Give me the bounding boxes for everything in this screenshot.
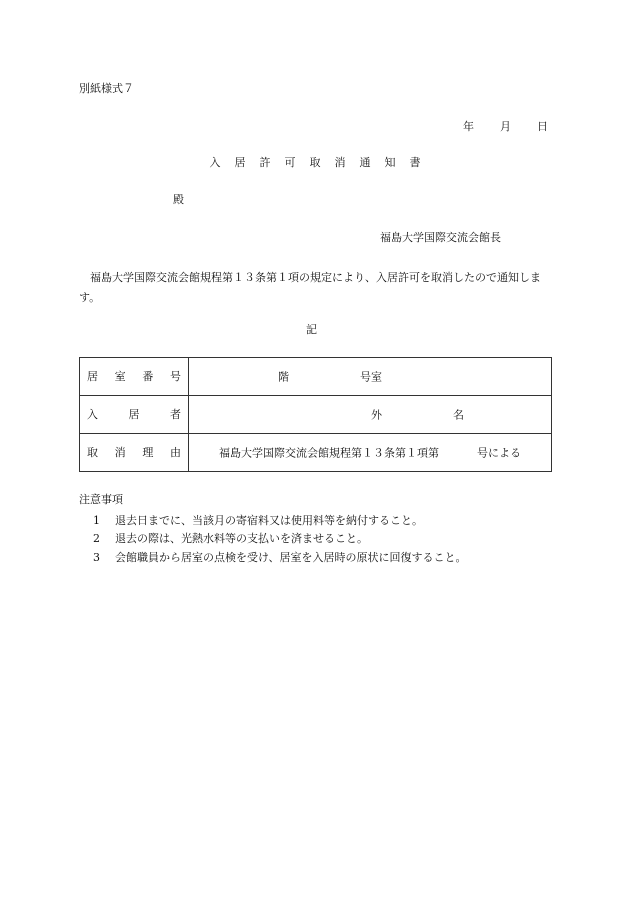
- label-char: 居: [87, 370, 98, 383]
- room-value: [189, 358, 552, 396]
- table-row-room: [80, 358, 552, 396]
- label-char: 入: [87, 408, 98, 421]
- table-row-reason: [80, 434, 552, 472]
- title-char: 通: [359, 156, 371, 169]
- note-item: [93, 533, 368, 544]
- label-char: 理: [142, 446, 154, 459]
- note-number: 1: [93, 514, 100, 527]
- others-label: 外: [371, 408, 382, 421]
- ki-mark: 記: [306, 323, 317, 336]
- form-number: 別紙様式７: [79, 82, 134, 95]
- date-month: 月: [500, 120, 511, 133]
- note-text: 退去日までに、当該月の寄宿料又は使用料等を納付すること。: [115, 514, 423, 527]
- title-char: 許: [259, 156, 271, 169]
- reason-value: [189, 434, 552, 472]
- label-char: 号: [169, 370, 181, 383]
- table-row-resident: [80, 396, 552, 434]
- reason-suffix: 号による: [477, 446, 521, 459]
- floor-suffix: 階: [278, 370, 289, 383]
- title-char: 可: [284, 156, 296, 169]
- title-char: 入: [209, 156, 221, 169]
- date-day: 日: [537, 120, 548, 133]
- label-char: 居: [128, 408, 140, 421]
- body-text: 福島大学国際交流会館規程第１３条第１項の規定により、入居許可を取消したので通知します。: [79, 271, 541, 304]
- title-char: 書: [409, 156, 421, 169]
- sender-name: 福島大学国際交流会館長: [380, 231, 501, 244]
- title-char: 居: [234, 156, 246, 169]
- title-char: 知: [384, 156, 396, 169]
- notes-title: 注意事項: [79, 493, 123, 506]
- label-char: 取: [87, 446, 98, 459]
- room-label: [80, 358, 189, 396]
- document-title: [0, 157, 630, 168]
- reason-prefix: 福島大学国際交流会館規程第１３条第１項第: [219, 446, 439, 459]
- resident-label: [80, 396, 189, 434]
- title-char: 取: [309, 156, 321, 169]
- room-suffix: 号室: [360, 370, 382, 383]
- label-char: 者: [170, 408, 181, 421]
- addressee-suffix: 殿: [173, 193, 184, 206]
- date-year: 年: [463, 120, 474, 133]
- note-item: [93, 552, 467, 563]
- info-table: [79, 357, 552, 472]
- title-char: 消: [334, 156, 346, 169]
- resident-value: [189, 396, 552, 434]
- label-char: 室: [114, 370, 126, 383]
- note-number: 2: [93, 532, 100, 545]
- note-text: 退去の際は、光熱水料等の支払いを済ませること。: [115, 532, 368, 545]
- count-suffix: 名: [453, 408, 464, 421]
- reason-label: [80, 434, 189, 472]
- label-char: 番: [142, 370, 154, 383]
- note-item: [93, 515, 423, 526]
- note-text: 会館職員から居室の点検を受け、居室を入居時の原状に回復すること。: [115, 551, 467, 564]
- note-number: 3: [93, 551, 100, 564]
- label-char: 消: [114, 446, 126, 459]
- label-char: 由: [169, 446, 181, 459]
